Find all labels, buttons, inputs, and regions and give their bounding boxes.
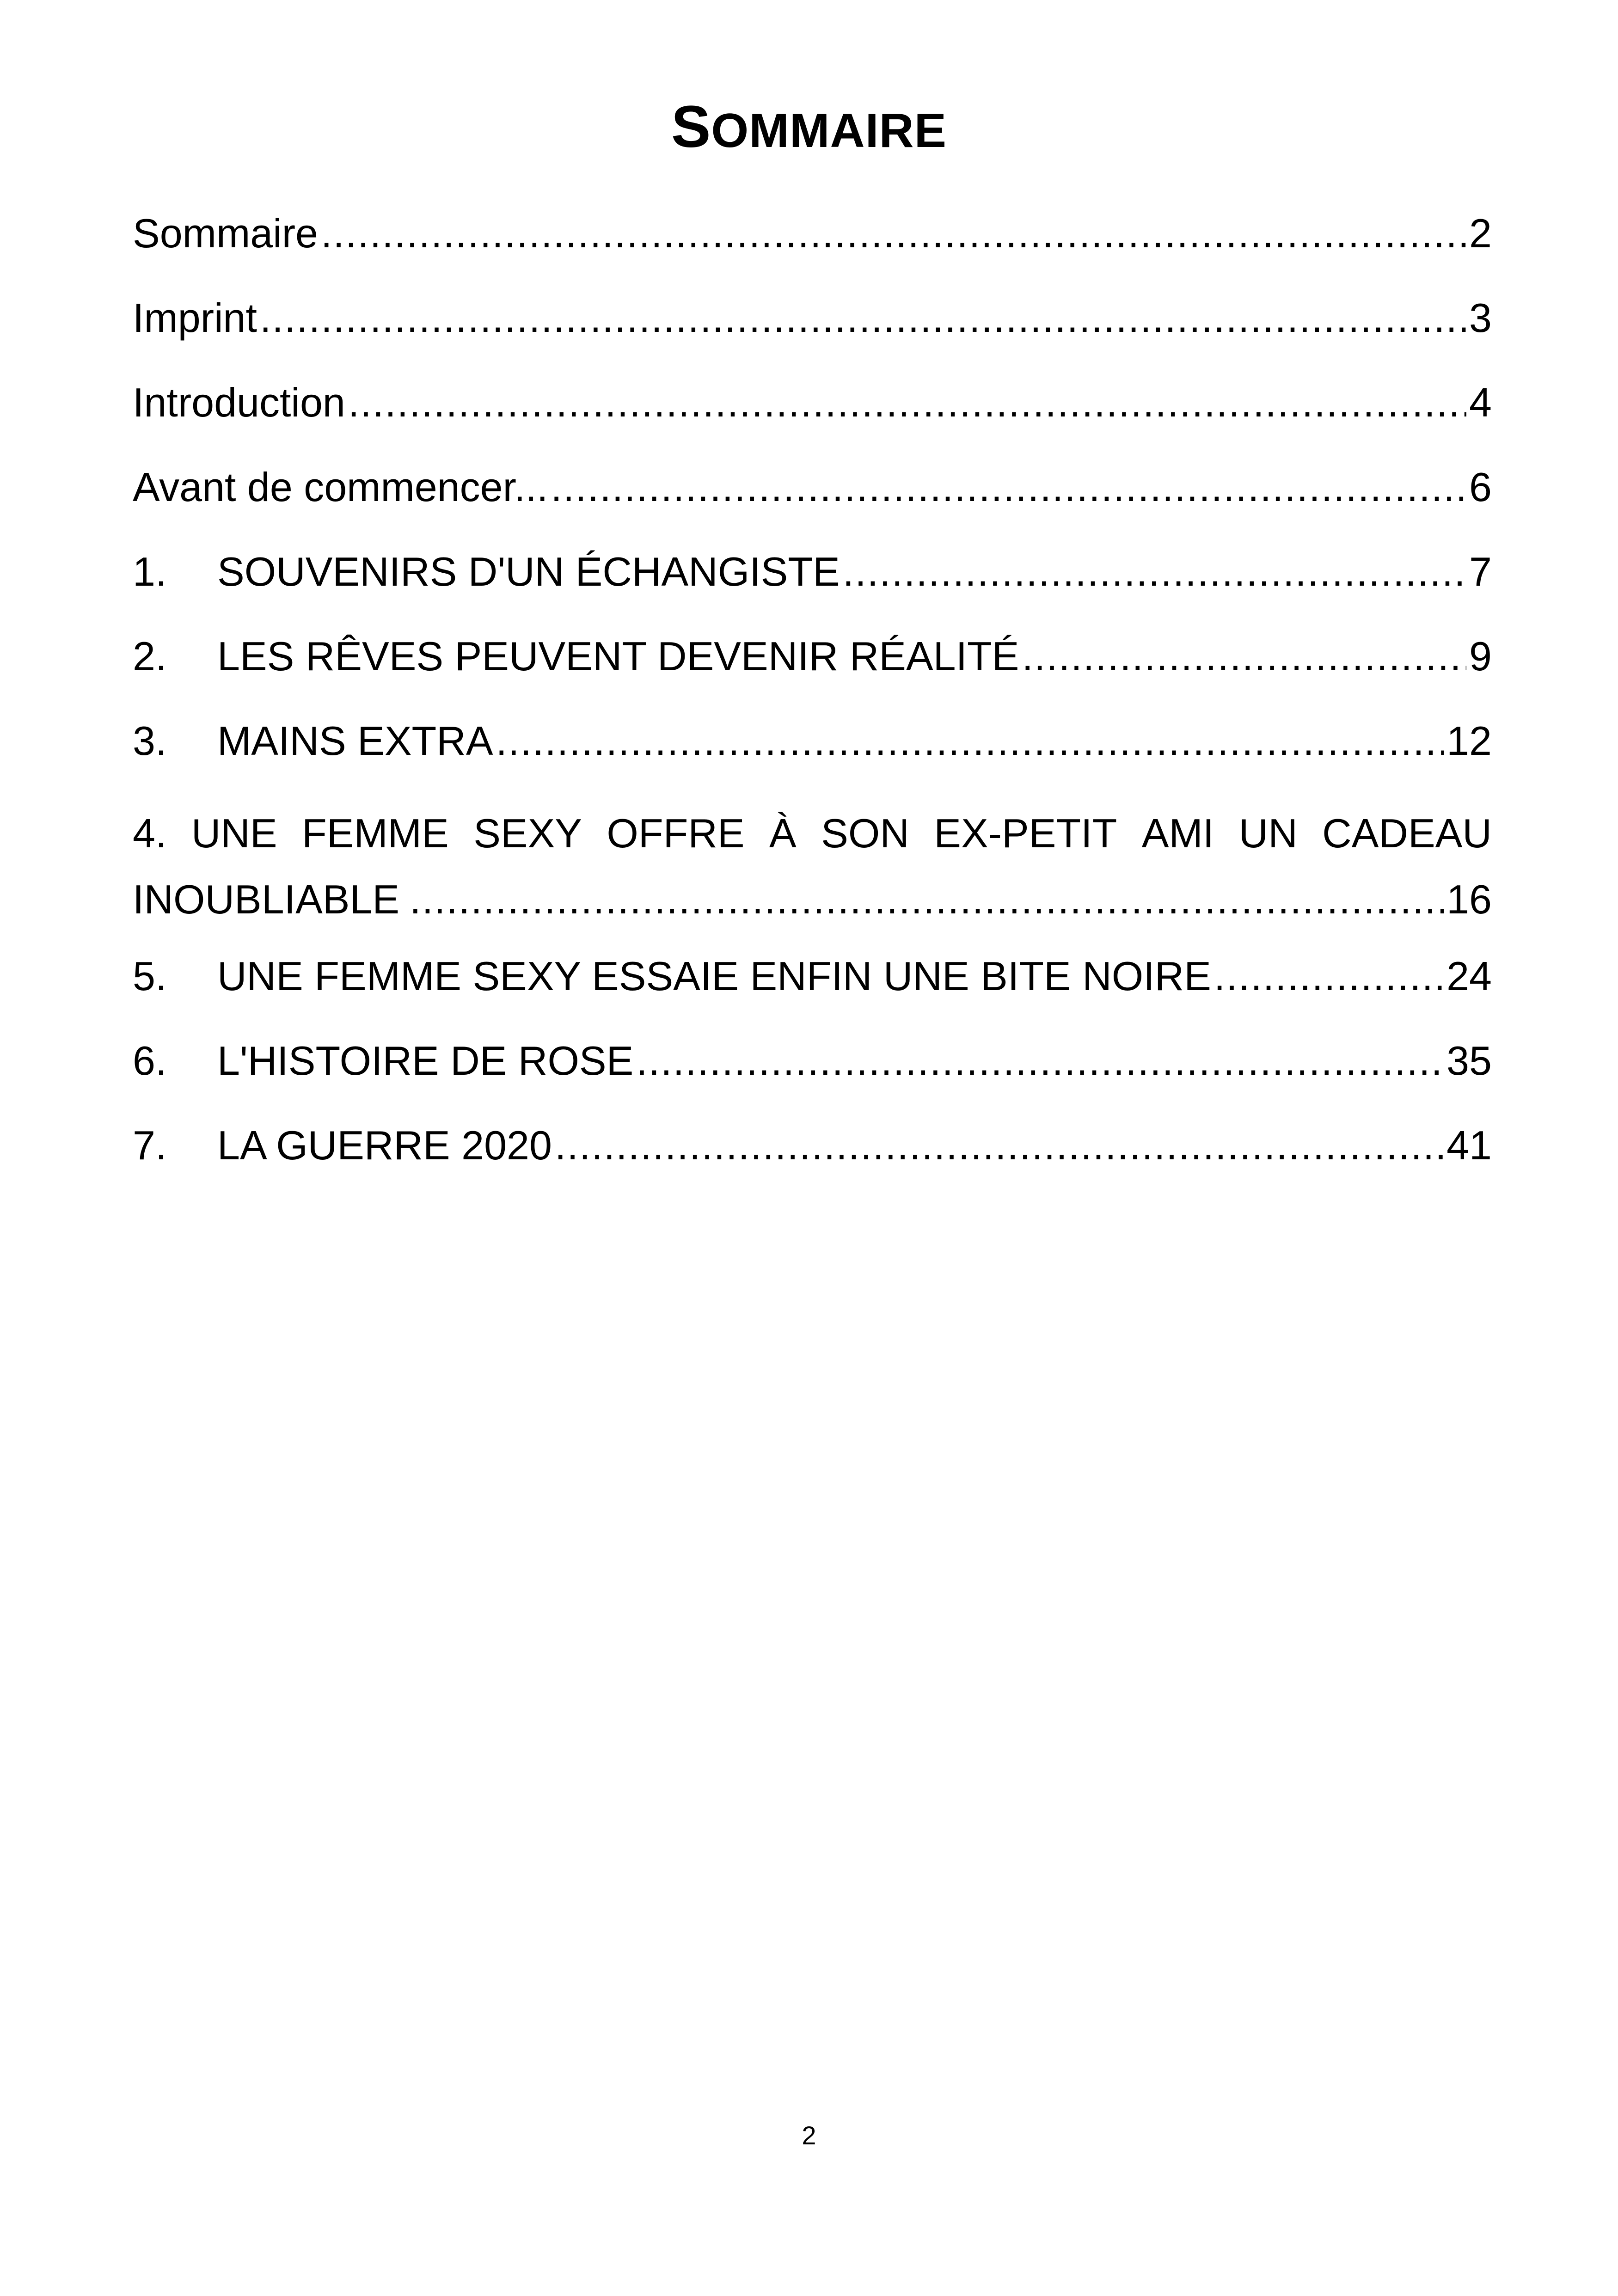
toc-entry-page: 12 <box>1446 718 1492 764</box>
toc-entry-number: 2. <box>133 633 167 679</box>
toc-entry-label: Sommaire <box>133 210 318 256</box>
toc-entry-number: 3. <box>133 718 167 764</box>
toc-entry-line-1 <box>133 800 1492 866</box>
toc-word: UN <box>1238 810 1298 856</box>
toc-entry-number: 1. <box>133 549 167 594</box>
toc-word: FEMME <box>302 810 449 856</box>
toc-entry-sommaire[interactable] <box>133 194 1492 279</box>
toc-entry-page: 3 <box>1469 295 1492 341</box>
toc-entry-line-2 <box>133 866 1492 932</box>
toc-entry-label: UNE FEMME SEXY ESSAIE ENFIN UNE BITE NOIRE <box>217 953 1211 999</box>
toc-entry-page: 35 <box>1446 1038 1492 1084</box>
toc-entry-number: 6. <box>133 1038 167 1084</box>
table-of-contents <box>133 194 1492 1191</box>
toc-leader-dots <box>1214 951 1444 1002</box>
toc-entry-page: 7 <box>1469 549 1492 594</box>
toc-leader-dots <box>1022 631 1466 682</box>
toc-word: UNE <box>191 810 277 856</box>
toc-leader-dots <box>321 208 1466 259</box>
toc-entry-chapter-5[interactable] <box>133 937 1492 1022</box>
page-title-rest: OMMAIRE <box>711 104 947 158</box>
toc-leader-dots <box>551 462 1466 513</box>
toc-entry-label: L'HISTOIRE DE ROSE <box>217 1038 634 1084</box>
toc-leader-dots <box>260 293 1466 343</box>
toc-word: AMI <box>1141 810 1214 856</box>
toc-entry-label: Imprint <box>133 295 257 341</box>
toc-entry-label: Avant de commencer... <box>133 464 548 510</box>
toc-word: OFFRE <box>607 810 745 856</box>
toc-leader-dots <box>636 1035 1444 1086</box>
toc-entry-page: 9 <box>1469 633 1492 679</box>
toc-entry-wrapped <box>133 800 1492 932</box>
toc-entry-label: LA GUERRE 2020 <box>217 1122 552 1168</box>
toc-leader-dots <box>410 866 1444 932</box>
toc-entry-number: 5. <box>133 953 167 999</box>
toc-entry-page: 6 <box>1469 464 1492 510</box>
toc-entry-page: 2 <box>1469 210 1492 256</box>
toc-leader-dots <box>843 546 1466 597</box>
toc-entry-label-continued: INOUBLIABLE <box>133 876 400 922</box>
toc-entry-number: 4. <box>133 810 167 856</box>
toc-entry-label: MAINS EXTRA <box>217 718 493 764</box>
toc-word: À <box>769 810 797 856</box>
toc-entry-chapter-6[interactable] <box>133 1022 1492 1106</box>
toc-leader-dots <box>496 716 1444 766</box>
toc-entry-chapter-1[interactable] <box>133 533 1492 617</box>
toc-word: SEXY <box>473 810 582 856</box>
toc-entry-label: LES RÊVES PEUVENT DEVENIR RÉALITÉ <box>217 633 1019 679</box>
toc-entry-chapter-4[interactable] <box>133 786 1492 937</box>
toc-entry-chapter-7[interactable] <box>133 1106 1492 1191</box>
page-title <box>0 90 1618 168</box>
toc-entry-number: 7. <box>133 1122 167 1168</box>
toc-word: CADEAU <box>1322 810 1492 856</box>
toc-entry-avant-de-commencer[interactable] <box>133 448 1492 533</box>
toc-entry-page: 4 <box>1469 380 1492 425</box>
toc-entry-page: 16 <box>1446 876 1492 922</box>
toc-word: EX-PETIT <box>934 810 1117 856</box>
toc-word: SON <box>821 810 909 856</box>
toc-entry-label: SOUVENIRS D'UN ÉCHANGISTE <box>217 549 840 594</box>
toc-entry-page: 41 <box>1446 1122 1492 1168</box>
toc-entry-chapter-2[interactable] <box>133 617 1492 702</box>
toc-entry-introduction[interactable] <box>133 363 1492 448</box>
toc-leader-dots <box>348 377 1466 428</box>
toc-entry-imprint[interactable] <box>133 279 1492 363</box>
toc-entry-label: Introduction <box>133 380 345 425</box>
page-title-initial: S <box>671 94 711 160</box>
toc-leader-dots <box>555 1120 1444 1171</box>
toc-entry-page: 24 <box>1446 953 1492 999</box>
toc-entry-chapter-3[interactable] <box>133 702 1492 786</box>
page-number: 2 <box>802 2121 816 2150</box>
